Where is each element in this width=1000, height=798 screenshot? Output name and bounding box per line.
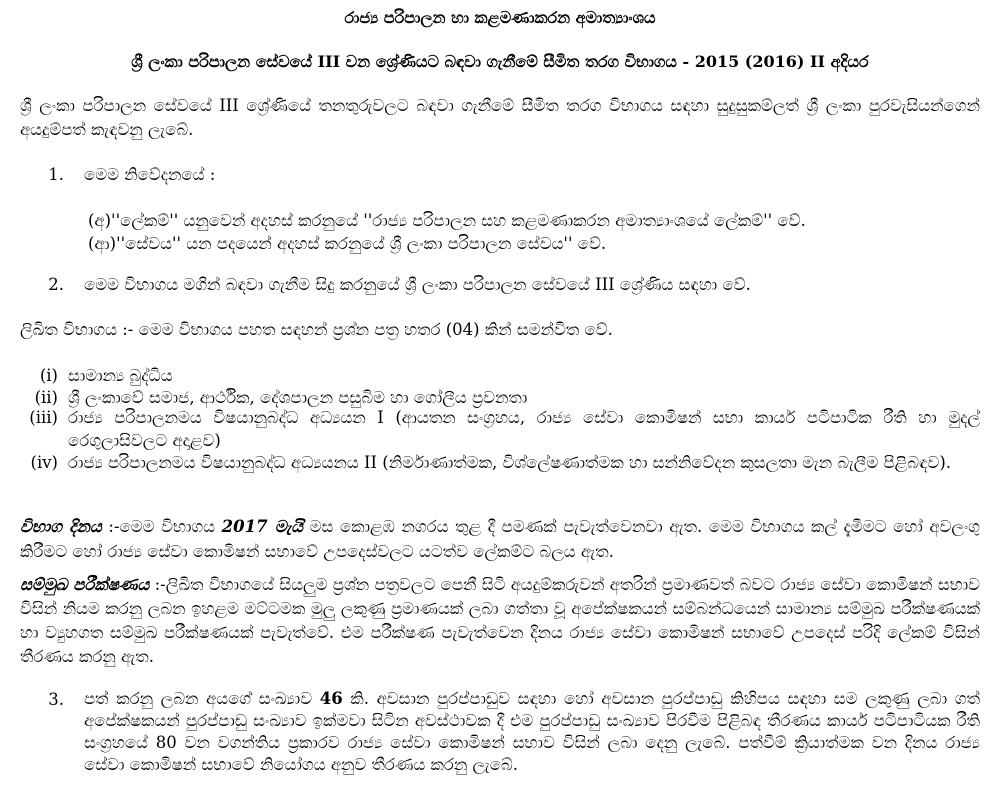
item-3-number: 3. xyxy=(48,690,64,709)
paper-3-number: (iii) xyxy=(29,408,58,427)
paper-4-text: රාජ්‍ය පරිපාලනමය විෂයානුබද්ධ අධ්‍යයනය II (නිර්මාණාත්මක, විශ්ලේෂණාත්මක හා සන්නිවේදන කුසලතා මැන බැලීම පිළිබඳව). xyxy=(68,453,952,472)
item-2-number: 2. xyxy=(48,275,64,294)
exam-date-value: 2017 මැයි xyxy=(221,517,304,536)
exam-title: ශ්‍රී ලංකා පරිපාලන සේවයේ III වන ශ්‍රේණියට බඳවා ගැනීමේ සීමිත තරග විභාගය - 2015 (2016) II අදියර xyxy=(131,52,869,71)
exam-date-text-1: මෙම විභාගය xyxy=(119,517,222,536)
item-3-text-1: පත් කරනු ලබන අයගේ සංඛ්‍යාව xyxy=(84,689,320,708)
paper-1-number: (i) xyxy=(39,366,58,385)
exam-date-paragraph xyxy=(20,514,980,564)
paper-4-number: (iv) xyxy=(30,453,58,472)
exam-date-label: විභාග දිනය xyxy=(20,517,102,536)
item-2-text: මෙම විභාගය මගින් බඳවා ගැනීම සිදු කරනුයේ ශ්‍රී ලංකා පරිපාලන සේවයේ III ශ්‍රේණිය සඳහා වේ. xyxy=(84,275,751,294)
paper-1-text: සාමාන්‍ය බුද්ධිය xyxy=(68,366,173,385)
exam-date-separator: :- xyxy=(101,517,120,536)
paper-2-number: (ii) xyxy=(34,388,58,407)
interview-separator: :- xyxy=(149,575,166,594)
item-1-number: 1. xyxy=(48,165,64,184)
intro-paragraph: ශ්‍රී ලංකා පරිපාලන සේවයේ III ශ්‍රේණියේ තනතුරුවලට බඳවා ගැනීමේ සීමිත තරග විභාගය සඳහා සුදුසුකම්ලත් ශ්‍රී ලංකා පුරවැසියන්ගෙන් අයදුම්පත් කැඳවනු ලැබේ. xyxy=(20,96,980,139)
item-1-text: මෙම නිවේදනයේ : xyxy=(84,165,216,184)
ministry-heading: රාජ්‍ය පරිපාලන හා කළමණාකරන අමාත්‍යාංශය xyxy=(344,8,656,27)
item-3-paragraph xyxy=(84,688,980,776)
paper-3-text: රාජ්‍ය පරිපාලනමය විෂයානුබද්ධ අධ්‍යයන I (ආයතන සංග්‍රහය, රාජ්‍ය සේවා කොමිෂන් සභා කාර්ය පටිපාටික රීති හා මුදල් රෙගුලාසිවලට අදාළව) xyxy=(68,408,980,450)
interview-label: සම්මුඛ පරීක්ෂණය xyxy=(20,575,150,594)
appointment-count: 46 xyxy=(319,689,343,708)
written-exam-line: ලිඛිත විභාගය :- මෙම විභාගය පහත සඳහන් ප්‍රශ්න පත්‍ර හතර (04) කින් සමන්විත වේ. xyxy=(20,320,613,339)
paper-2-text: ශ්‍රී ලංකාවේ සමාජ, ආර්ථික, දේශපාලන පසුබිම හා ගෝලීය ප්‍රවනතා xyxy=(68,388,528,407)
interview-paragraph xyxy=(20,573,980,669)
interview-text: ලිඛිත විභාගයේ සියලුම ප්‍රශ්න පත්‍රවලට පෙනී සිටි අයදුම්කරුවන් අතරින් ප්‍රමාණවත් බවට රාජ්‍ය සේවා කොමිෂන් සභාව විසින් නියම කරනු ලබන ඉහළම මට්ටමක මුලු ලකුණු ප්‍රමාණයක් ලබා ගත්තා වූ අපේක්ෂකයන් සම්බන්ධයෙන් සාමාන්‍ය සම්මුඛ පරීක්ෂණයක් හා ව්‍යුහගත සම්මුඛ පරීක්ෂණයක් පැවැත්වේ. එම පරීක්ෂණ පැවැත්වෙන දිනය රාජ්‍ය සේවා කොමිෂන් සභාවේ උපදෙස් පරිදි ලේකම් විසින් තීරණය කරනු ඇත. xyxy=(20,575,980,666)
exam-date-text-2: මස කොළඹ නගරය තුළ දී පමණක් පැවැත්වෙනවා ඇත. මෙම විභාගය කල් දැමීමට හෝ අවලංගු කිරීමට හෝ රාජ්‍ය සේවා කොමිෂන් සභාවේ උපදෙස්වලට යටත්ව ලේකම්ට බලය ඇත. xyxy=(20,517,980,561)
definition-a: (අ)''ලේකම්'' යනුවෙන් අදහස් කරනුයේ ''රාජ්‍ය පරිපාලන සහ කළමණාකරන අමාත්‍යාංශයේ ලේකම්'' වේ. xyxy=(88,211,806,230)
item-3-text-2: කි. අවසාන පුරප්පාඩුව සඳහා හෝ අවසාන පුරප්පාඩු කිහිපය සඳහා සම ලකුණු ලබා ගත් අපේක්ෂකයන් පුරප්පාඩු සංඛ්‍යාව ඉක්මවා සිටින අවස්ථාවක දී එම පුරප්පාඩු සංඛ්‍යාව පිරවීම පිළිබඳ තීරණය කාර්ය පටිපාටියක රීති සංග්‍රහයේ 80 වන වගන්තිය ප්‍රකාරව රාජ්‍ය සේවා කොමිෂන් සභාව විසින් ලබා දෙනු ලැබේ. පත්වීම් ක්‍රියාත්මක වන දිනය රාජ්‍ය සේවා කොමිෂන් සභාවේ නියෝගය අනුව තීරණය කරනු ලැබේ. xyxy=(84,689,980,774)
definition-b: (ආ)''සේවය'' යන පදයෙන් අදහස් කරනුයේ ශ්‍රී ලංකා පරිපාලන සේවය'' වේ. xyxy=(88,234,607,253)
